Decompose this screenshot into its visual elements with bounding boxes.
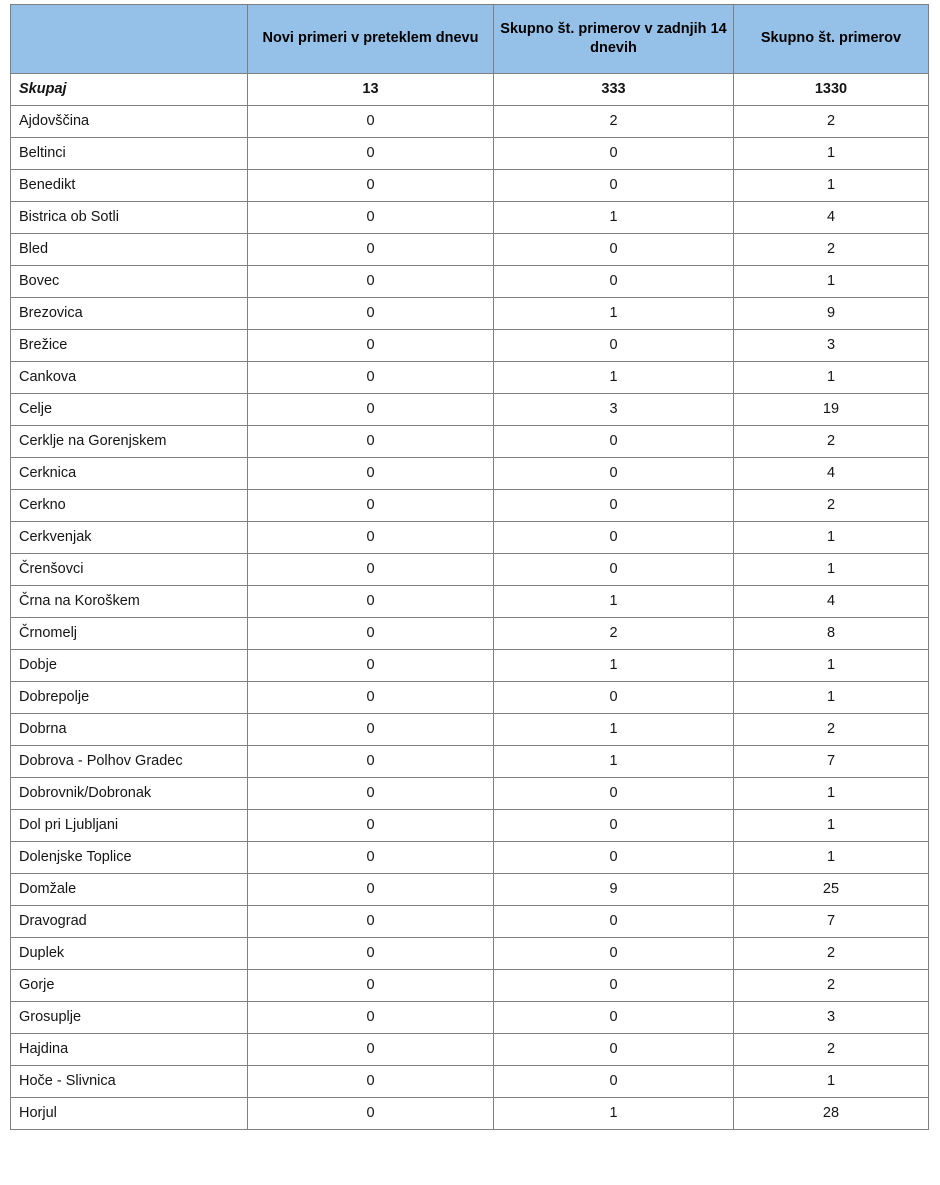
cell-new-cases-previous-day: 0 [248,874,494,906]
table-row [11,426,929,458]
cell-municipality: Beltinci [11,138,248,170]
table-row [11,522,929,554]
cell-total-cases: 1 [734,266,929,298]
cell-new-cases-previous-day: 0 [248,522,494,554]
cell-new-cases-previous-day: 0 [248,170,494,202]
cell-total-cases-last-14-days: 2 [494,618,734,650]
table-row [11,362,929,394]
cell-municipality: Duplek [11,938,248,970]
cell-municipality: Brezovica [11,298,248,330]
total-row-last-14-days: 333 [494,74,734,106]
cell-new-cases-previous-day: 0 [248,234,494,266]
cell-municipality: Bled [11,234,248,266]
cell-new-cases-previous-day: 0 [248,426,494,458]
table-header-row [11,5,929,74]
cell-total-cases: 1 [734,810,929,842]
table-row [11,1002,929,1034]
table-row [11,298,929,330]
cell-total-cases: 2 [734,938,929,970]
cell-total-cases: 25 [734,874,929,906]
table-row [11,1066,929,1098]
cell-municipality: Grosuplje [11,1002,248,1034]
cell-total-cases: 2 [734,714,929,746]
table-row [11,106,929,138]
cell-new-cases-previous-day: 0 [248,394,494,426]
table-row [11,938,929,970]
cell-municipality: Benedikt [11,170,248,202]
cell-new-cases-previous-day: 0 [248,458,494,490]
cell-total-cases-last-14-days: 1 [494,714,734,746]
cell-total-cases-last-14-days: 0 [494,810,734,842]
cell-municipality: Dobrovnik/Dobronak [11,778,248,810]
cell-municipality: Brežice [11,330,248,362]
cell-new-cases-previous-day: 0 [248,970,494,1002]
cell-new-cases-previous-day: 0 [248,490,494,522]
cell-new-cases-previous-day: 0 [248,202,494,234]
column-header-total-cases: Skupno št. primerov [734,5,929,74]
cell-municipality: Hoče - Slivnica [11,1066,248,1098]
covid-cases-table [10,4,929,1130]
cell-municipality: Dobrova - Polhov Gradec [11,746,248,778]
table-row [11,874,929,906]
cell-total-cases: 2 [734,234,929,266]
cell-total-cases-last-14-days: 0 [494,522,734,554]
cell-new-cases-previous-day: 0 [248,1034,494,1066]
cell-total-cases: 4 [734,458,929,490]
cell-new-cases-previous-day: 0 [248,138,494,170]
cell-new-cases-previous-day: 0 [248,554,494,586]
table-row [11,138,929,170]
cell-total-cases: 1 [734,170,929,202]
cell-municipality: Bistrica ob Sotli [11,202,248,234]
cell-total-cases-last-14-days: 0 [494,938,734,970]
cell-total-cases-last-14-days: 0 [494,234,734,266]
cell-total-cases-last-14-days: 1 [494,298,734,330]
cell-municipality: Dobrna [11,714,248,746]
cell-total-cases: 1 [734,650,929,682]
cell-municipality: Cerkno [11,490,248,522]
table-row [11,1098,929,1130]
column-header-new-cases-previous-day: Novi primeri v preteklem dnevu [248,5,494,74]
cell-total-cases-last-14-days: 0 [494,1002,734,1034]
cell-municipality: Cankova [11,362,248,394]
cell-total-cases: 1 [734,682,929,714]
cell-total-cases: 1 [734,554,929,586]
table-row [11,1034,929,1066]
cell-total-cases: 28 [734,1098,929,1130]
cell-new-cases-previous-day: 0 [248,938,494,970]
cell-total-cases-last-14-days: 3 [494,394,734,426]
cell-municipality: Gorje [11,970,248,1002]
cell-total-cases: 1 [734,1066,929,1098]
table-row [11,618,929,650]
cell-total-cases: 9 [734,298,929,330]
cell-total-cases-last-14-days: 0 [494,778,734,810]
column-header-municipality [11,5,248,74]
cell-total-cases: 2 [734,426,929,458]
table-row [11,682,929,714]
table-row [11,810,929,842]
column-header-total-cases-last-14-days: Skupno št. primerov v zadnjih 14 dnevih [494,5,734,74]
cell-new-cases-previous-day: 0 [248,778,494,810]
cell-municipality: Domžale [11,874,248,906]
total-row-total-cases: 1330 [734,74,929,106]
cell-total-cases-last-14-days: 0 [494,554,734,586]
table-row [11,970,929,1002]
cell-municipality: Cerkvenjak [11,522,248,554]
cell-total-cases: 3 [734,1002,929,1034]
total-row-label: Skupaj [11,74,248,106]
table-header [11,5,929,74]
cell-new-cases-previous-day: 0 [248,842,494,874]
cell-total-cases-last-14-days: 1 [494,746,734,778]
table-row [11,490,929,522]
table-row [11,746,929,778]
cell-total-cases-last-14-days: 0 [494,970,734,1002]
cell-total-cases-last-14-days: 9 [494,874,734,906]
cell-total-cases: 1 [734,778,929,810]
cell-new-cases-previous-day: 0 [248,330,494,362]
cell-new-cases-previous-day: 0 [248,586,494,618]
cell-municipality: Dravograd [11,906,248,938]
cell-municipality: Horjul [11,1098,248,1130]
cell-total-cases: 4 [734,586,929,618]
cell-new-cases-previous-day: 0 [248,298,494,330]
cell-municipality: Dobrepolje [11,682,248,714]
cell-total-cases-last-14-days: 1 [494,202,734,234]
cell-municipality: Cerknica [11,458,248,490]
cell-total-cases-last-14-days: 0 [494,426,734,458]
cell-new-cases-previous-day: 0 [248,106,494,138]
table-row [11,586,929,618]
cell-total-cases: 7 [734,746,929,778]
cell-total-cases: 3 [734,330,929,362]
cell-municipality: Dobje [11,650,248,682]
table-row [11,778,929,810]
cell-new-cases-previous-day: 0 [248,810,494,842]
cell-total-cases: 2 [734,970,929,1002]
cell-total-cases-last-14-days: 0 [494,682,734,714]
table-row [11,234,929,266]
cell-total-cases-last-14-days: 0 [494,1034,734,1066]
table-row [11,650,929,682]
cell-municipality: Ajdovščina [11,106,248,138]
table-row [11,330,929,362]
cell-total-cases-last-14-days: 0 [494,906,734,938]
table-row [11,170,929,202]
cell-new-cases-previous-day: 0 [248,362,494,394]
cell-municipality: Bovec [11,266,248,298]
cell-total-cases-last-14-days: 0 [494,458,734,490]
table-row [11,458,929,490]
cell-municipality: Hajdina [11,1034,248,1066]
cell-new-cases-previous-day: 0 [248,650,494,682]
table-row [11,842,929,874]
table-body [11,74,929,1130]
table-row [11,714,929,746]
table-row [11,266,929,298]
cell-new-cases-previous-day: 0 [248,906,494,938]
cell-total-cases-last-14-days: 0 [494,330,734,362]
cell-total-cases: 1 [734,362,929,394]
cell-new-cases-previous-day: 0 [248,746,494,778]
cell-total-cases: 19 [734,394,929,426]
table-row [11,554,929,586]
cell-total-cases: 7 [734,906,929,938]
cell-total-cases: 2 [734,490,929,522]
cell-new-cases-previous-day: 0 [248,1098,494,1130]
cell-municipality: Črenšovci [11,554,248,586]
cell-total-cases: 1 [734,842,929,874]
cell-new-cases-previous-day: 0 [248,1066,494,1098]
cell-municipality: Črna na Koroškem [11,586,248,618]
cell-new-cases-previous-day: 0 [248,618,494,650]
cell-new-cases-previous-day: 0 [248,714,494,746]
cell-total-cases-last-14-days: 0 [494,1066,734,1098]
cell-total-cases: 1 [734,522,929,554]
cell-total-cases: 2 [734,106,929,138]
cell-new-cases-previous-day: 0 [248,266,494,298]
cell-total-cases: 8 [734,618,929,650]
table-row [11,906,929,938]
cell-total-cases-last-14-days: 1 [494,1098,734,1130]
cell-total-cases: 2 [734,1034,929,1066]
table-row [11,394,929,426]
cell-new-cases-previous-day: 0 [248,682,494,714]
cell-total-cases-last-14-days: 1 [494,586,734,618]
total-row-new-cases: 13 [248,74,494,106]
cell-municipality: Dolenjske Toplice [11,842,248,874]
cell-total-cases-last-14-days: 1 [494,650,734,682]
table-row [11,202,929,234]
cell-total-cases-last-14-days: 2 [494,106,734,138]
table-row-total [11,74,929,106]
cell-total-cases-last-14-days: 0 [494,266,734,298]
cell-municipality: Črnomelj [11,618,248,650]
cell-total-cases-last-14-days: 0 [494,170,734,202]
cell-total-cases-last-14-days: 0 [494,138,734,170]
cell-municipality: Cerklje na Gorenjskem [11,426,248,458]
cell-total-cases-last-14-days: 0 [494,842,734,874]
covid-cases-table-container [10,4,928,1130]
cell-total-cases: 4 [734,202,929,234]
cell-total-cases: 1 [734,138,929,170]
cell-new-cases-previous-day: 0 [248,1002,494,1034]
cell-municipality: Dol pri Ljubljani [11,810,248,842]
cell-total-cases-last-14-days: 0 [494,490,734,522]
cell-total-cases-last-14-days: 1 [494,362,734,394]
cell-municipality: Celje [11,394,248,426]
